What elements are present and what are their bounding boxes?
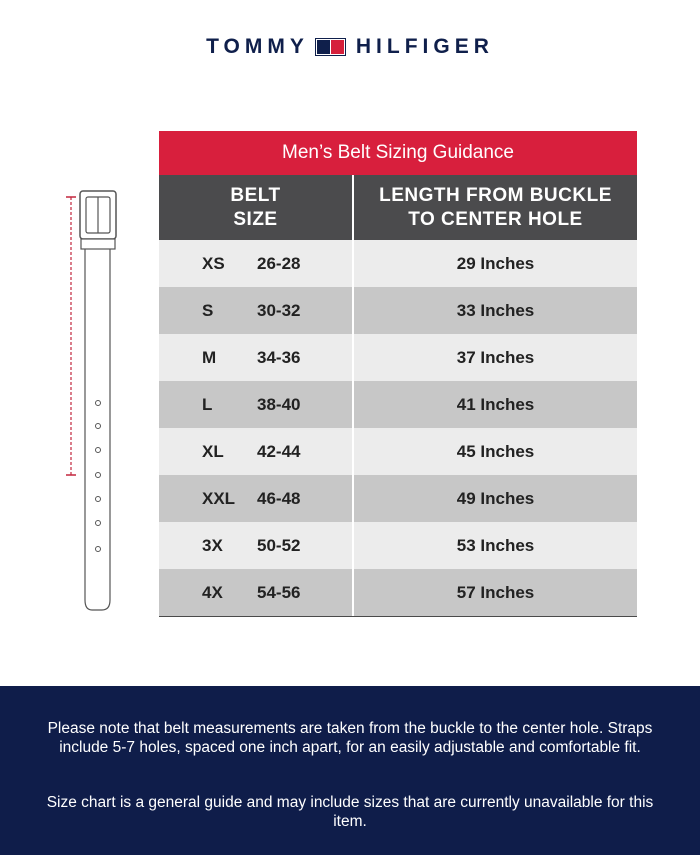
table-row [159, 522, 637, 569]
waist-range: 30-32 [257, 300, 301, 320]
table-header [159, 175, 637, 240]
belt-hole [96, 547, 101, 552]
brand-right: HILFIGER [355, 35, 494, 58]
belt-length: 45 Inches [456, 441, 535, 461]
waist-range: 54-56 [257, 582, 301, 602]
belt-length: 57 Inches [456, 582, 535, 602]
brand-left: TOMMY [206, 35, 309, 58]
belt-hole [96, 424, 101, 429]
belt-length: 49 Inches [456, 488, 535, 508]
waist-range: 38-40 [257, 394, 301, 414]
size-label: XS [202, 253, 225, 273]
belt-hole [96, 497, 101, 502]
belt-size-header: BELT SIZE [159, 175, 354, 240]
belt-keeper [81, 239, 115, 249]
belt-hole [96, 473, 101, 478]
availability-note: Size chart is a general guide and may include sizes that are currently unavailable for this item. [46, 794, 654, 830]
waist-range: 50-52 [257, 535, 301, 555]
belt-illustration [58, 185, 128, 615]
belt-length: 53 Inches [456, 535, 535, 555]
belt-strap [85, 235, 110, 610]
measurement-note: Please note that belt measurements are taken from the buckle to the center hole. Straps include 5-7 holes, spaced one inch apart, for an easily adjustable and comfortable fit. [47, 720, 653, 756]
belt-length: 33 Inches [456, 300, 535, 320]
table-row [159, 240, 637, 287]
size-table [159, 175, 637, 617]
size-label: 3X [202, 535, 223, 555]
size-label: XXL [202, 488, 236, 508]
table-row [159, 569, 637, 616]
footer-notes [0, 686, 700, 855]
table-row [159, 428, 637, 475]
belt-hole [96, 401, 101, 406]
size-label: M [202, 347, 217, 367]
length-header: LENGTH FROM BUCKLE TO CENTER HOLE [379, 184, 612, 230]
table-row [159, 475, 637, 522]
size-label: XL [202, 441, 224, 461]
size-label: S [202, 300, 214, 320]
waist-range: 34-36 [257, 347, 301, 367]
belt-length: 37 Inches [456, 347, 535, 367]
belt-hole [96, 521, 101, 526]
waist-range: 26-28 [257, 253, 301, 273]
size-label: 4X [202, 582, 223, 602]
belt-length: 29 Inches [456, 253, 535, 273]
waist-range: 42-44 [257, 441, 301, 461]
tommy-hilfiger-logo [0, 33, 700, 61]
belt-length: 41 Inches [456, 394, 535, 414]
size-label: L [202, 394, 213, 414]
belt-hole [96, 448, 101, 453]
table-row [159, 334, 637, 381]
flag-icon [315, 38, 346, 56]
table-title: Men’s Belt Sizing Guidance [159, 131, 637, 175]
belt-diagram [58, 185, 128, 615]
waist-range: 46-48 [257, 488, 301, 508]
table-row [159, 381, 637, 428]
table-row [159, 287, 637, 334]
